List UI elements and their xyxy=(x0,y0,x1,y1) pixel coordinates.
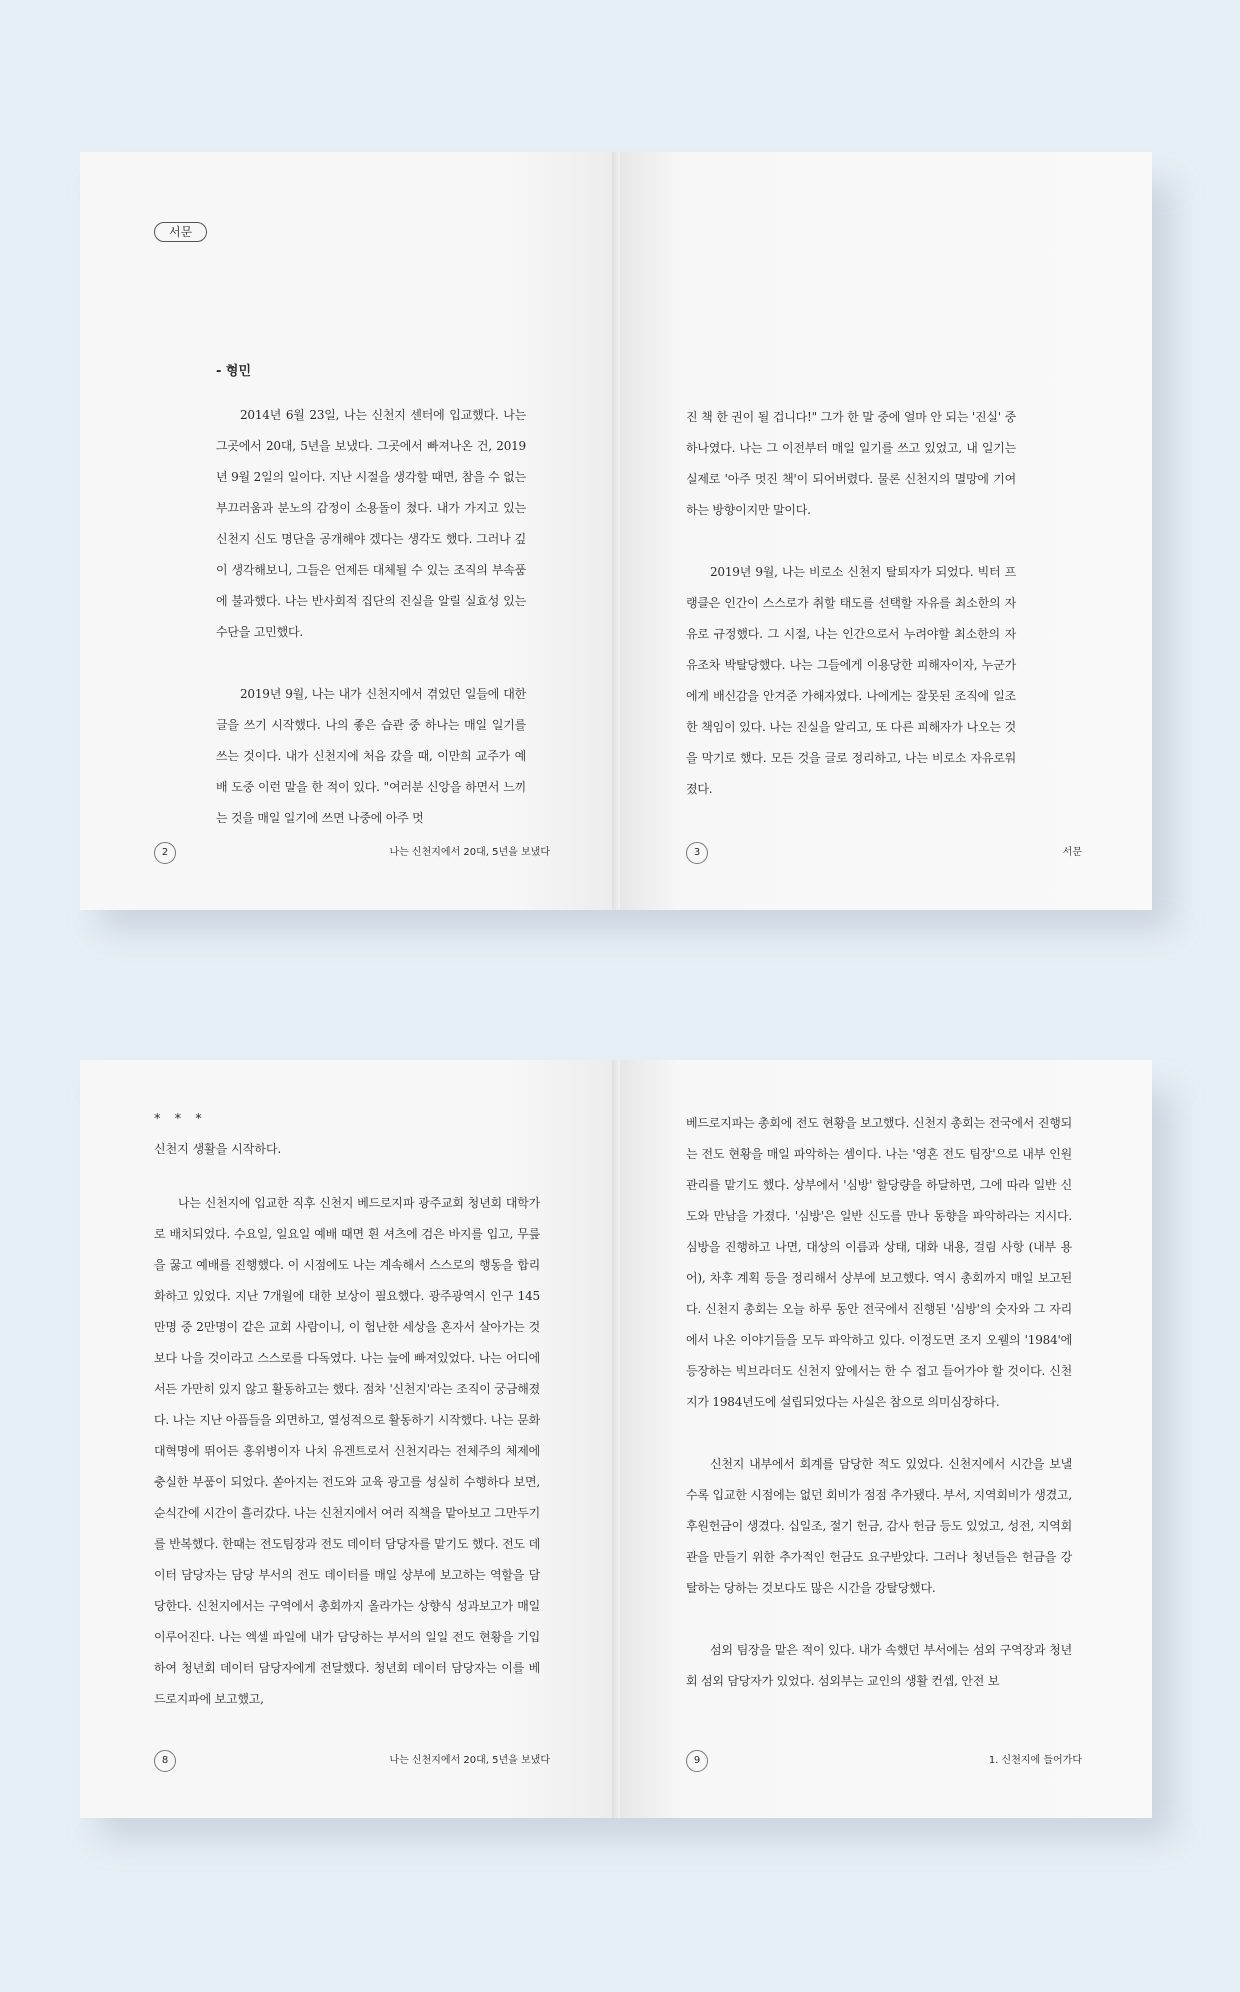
body-text xyxy=(154,1188,540,1715)
section-divider: * * * xyxy=(154,1112,207,1127)
book-spread-1 xyxy=(80,152,1152,910)
running-head: 나는 신천지에서 20대, 5년을 보냈다 xyxy=(389,1755,550,1766)
running-head: 나는 신천지에서 20대, 5년을 보냈다 xyxy=(389,847,550,858)
running-head: 1. 신천지에 들어가다 xyxy=(988,1755,1082,1766)
paragraph: 2014년 6월 23일, 나는 신천지 센터에 입교했다. 나는 그곳에서 20대, 5년을 보냈다. 그곳에서 빠져나온 건, 2019년 9월 2일의 일이다. 지난 시절을 생각할 때면, 참을 수 없는 부끄러움과 분노의 감정이 소용돌이 쳤다. 내가 가지고 있는 신천지 신도 명단을 공개해야 겠다는 생각도 했다. 그러나 깊이 생각해보니, 그들은 언제든 대체될 수 있는 조직의 부속품에 불과했다. 나는 반사회적 집단의 진실을 알릴 실효성 있는 수단을 고민했다. xyxy=(216,408,526,639)
gutter xyxy=(612,1060,620,1818)
section-heading: 신천지 생활을 시작하다. xyxy=(154,1142,282,1156)
page-number: 8 xyxy=(154,1750,176,1772)
paragraph: 2019년 9월, 나는 비로소 신천지 탈퇴자가 되었다. 빅터 프랭클은 인간이 스스로가 취할 태도를 선택할 자유를 최소한의 자유로 규정했다. 그 시절, 나는 인간으로서 누려야할 최소한의 자유조차 박탈당했다. 나는 그들에게 이용당한 피해자이자, 누군가에게 배신감을 안겨준 가해자였다. 나에게는 잘못된 조직에 일조한 책임이 있다. 나는 진실을 알리고, 또 다른 피해자가 나오는 것을 막기로 했다. 모든 것을 글로 정리하고, 나는 비로소 자유로워졌다. xyxy=(686,565,1016,796)
paragraph: 베드로지파는 총회에 전도 현황을 보고했다. 신천지 총회는 전국에서 진행되는 전도 현황을 매일 파악하는 셈이다. 나는 '영혼 전도 팀장'으로 내부 인원 관리를 맡기도 했다. 상부에서 '심방' 할당량을 하달하면, 그에 따라 일반 신도와 만남을 가졌다. '심방'은 일반 신도를 만나 동향을 파악하라는 지시다. 심방을 진행하고 나면, 대상의 이름과 상태, 대화 내용, 걸림 사항 (내부 용어), 차후 계획 등을 정리해서 상부에 보고했다. 역시 총회까지 매일 보고된다. 신천지 총회는 오늘 하루 동안 전국에서 진행된 '심방'의 숫자와 그 자리에서 나온 이야기들을 모두 파악하고 있다. 이정도면 조지 오웰의 '1984'에 등장하는 빅브라더도 신천지 앞에서는 한 수 접고 들어가야 할 것이다. 신천지가 1984년도에 설립되었다는 사실은 참으로 의미심장하다. xyxy=(686,1116,1072,1409)
page-9 xyxy=(616,1060,1152,1818)
body-text xyxy=(216,400,526,834)
author-line: - 형민 xyxy=(216,364,252,379)
page-number: 9 xyxy=(686,1750,708,1772)
paragraph: 섬외 팀장을 맡은 적이 있다. 내가 속했던 부서에는 섬외 구역장과 청년회 섬외 담당자가 있었다. 섬외부는 교인의 생활 컨셉, 안전 보 xyxy=(686,1643,1072,1688)
paragraph: 진 책 한 권이 될 겁니다!" 그가 한 말 중에 얼마 안 되는 '진실' 중 하나였다. 나는 그 이전부터 매일 일기를 쓰고 있었고, 내 일기는 실제로 '아주 멋진 책'이 되어버렸다. 물론 신천지의 멸망에 기여하는 방향이지만 말이다. xyxy=(686,410,1016,517)
page-3 xyxy=(616,152,1152,910)
running-head: 서문 xyxy=(1062,847,1082,858)
page-number: 3 xyxy=(686,842,708,864)
paragraph: 신천지 내부에서 회계를 담당한 적도 있었다. 신천지에서 시간을 보낼수록 입교한 시점에는 없던 회비가 점점 추가됐다. 부서, 지역회비가 생겼고, 후원헌금이 생겼다. 십일조, 절기 헌금, 감사 헌금 등도 있었고, 성전, 지역회관을 만들기 위한 추가적인 헌금도 요구받았다. 그러나 청년들은 헌금을 강탈하는 당하는 것보다도 많은 시간을 강탈당했다. xyxy=(686,1457,1072,1595)
book-spread-2 xyxy=(80,1060,1152,1818)
page-2 xyxy=(80,152,616,910)
gutter xyxy=(612,152,620,910)
paragraph: 나는 신천지에 입교한 직후 신천지 베드로지파 광주교회 청년회 대학가로 배치되었다. 수요일, 일요일 예배 때면 흰 셔츠에 검은 바지를 입고, 무릎을 꿇고 예배를 진행했다. 이 시점에도 나는 계속해서 스스로의 행동을 합리화하고 있었다. 지난 7개월에 대한 보상이 필요했다. 광주광역시 인구 145만명 중 2만명이 같은 교회 사람이니, 이 험난한 세상을 혼자서 살아가는 것보다 나을 것이라고 스스로를 다독였다. 나는 늪에 빠져있었다. 나는 어디에서든 가만히 있지 않고 활동하고는 했다. 점차 '신천지'라는 조직이 궁금해졌다. 나는 지난 아픔들을 외면하고, 열성적으로 활동하기 시작했다. 나는 문화대혁명에 뛰어든 홍위병이자 나치 유겐트로서 신천지라는 전체주의 체제에 충실한 부품이 되었다. 쏟아지는 전도와 교육 광고를 성실히 수행하다 보면, 순식간에 시간이 흘러갔다. 나는 신천지에서 여러 직책을 맡아보고 그만두기를 반복했다. 한때는 전도팀장과 전도 데이터 담당자를 맡기도 했다. 전도 데이터 담당자는 담당 부서의 전도 데이터를 매일 상부에 보고하는 역할을 담당한다. 신천지에서는 구역에서 총회까지 올라가는 상향식 성과보고가 매일 이루어진다. 나는 엑셀 파일에 내가 담당하는 부서의 일일 전도 현황을 기입하여 청년회 데이터 담당자에게 전달했다. 청년회 데이터 담당자는 이를 베드로지파에 보고했고, xyxy=(154,1196,540,1706)
body-text xyxy=(686,402,1016,805)
page-8 xyxy=(80,1060,616,1818)
paragraph: 2019년 9월, 나는 내가 신천지에서 겪었던 일들에 대한 글을 쓰기 시작했다. 나의 좋은 습관 중 하나는 매일 일기를 쓰는 것이다. 내가 신천지에 처음 갔을 때, 이만희 교주가 예배 도중 이런 말을 한 적이 있다. "여러분 신앙을 하면서 느끼는 것을 매일 일기에 쓰면 나중에 아주 멋 xyxy=(216,687,526,825)
body-text xyxy=(686,1108,1072,1697)
chapter-pill: 서문 xyxy=(154,222,207,242)
page-number: 2 xyxy=(154,842,176,864)
